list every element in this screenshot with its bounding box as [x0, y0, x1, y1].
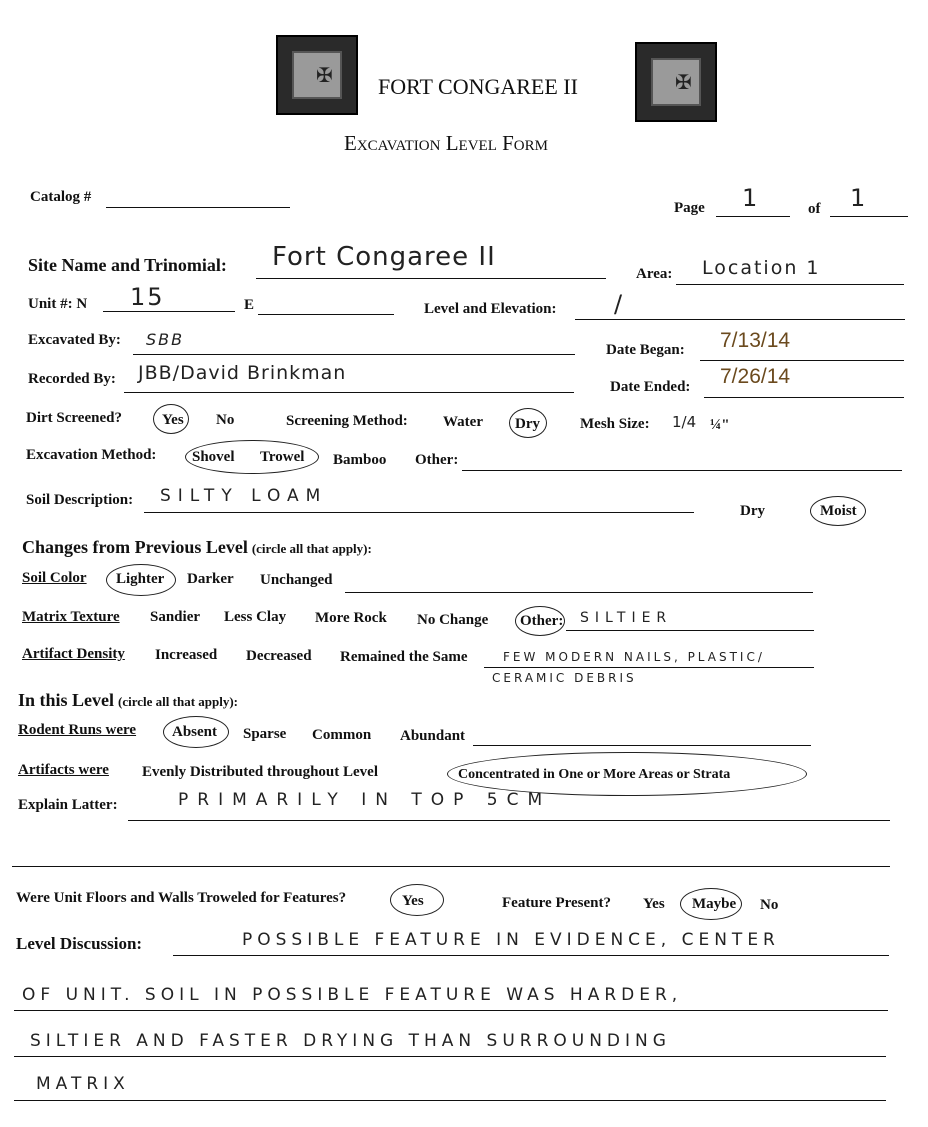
unit-e-field[interactable] [258, 314, 394, 315]
changes-heading-text: Changes from Previous Level [22, 537, 248, 557]
rodent-abundant[interactable]: Abundant [400, 728, 466, 744]
page-value: 1 [742, 184, 760, 212]
matrix-other-circle [515, 606, 565, 636]
date-ended-field[interactable] [704, 397, 904, 398]
screening-dry[interactable]: Dry [515, 416, 540, 432]
explain-label: Explain Latter: [18, 797, 118, 813]
site-field[interactable] [256, 278, 606, 279]
page-of-label: of [808, 201, 821, 217]
area-label: Area: [636, 266, 673, 282]
discussion-label: Level Discussion: [16, 934, 143, 953]
screening-method-label: Screening Method: [286, 413, 408, 429]
area-value: Location 1 [702, 257, 821, 279]
excavated-by-value: SBB [146, 330, 185, 349]
troweled-yes[interactable]: Yes [402, 893, 424, 909]
discussion-line-3: SILTIER AND FASTER DRYING THAN SURROUNDING [30, 1031, 671, 1051]
density-remained[interactable]: Remained the Same [340, 649, 468, 665]
matrix-other-field[interactable] [566, 630, 814, 631]
site-value: Fort Congaree II [272, 242, 496, 272]
discussion-line-1: POSSIBLE FEATURE IN EVIDENCE, CENTER [242, 930, 780, 950]
soil-description-label: Soil Description: [26, 492, 134, 508]
artifact-density-field[interactable] [484, 667, 814, 668]
page-of-field[interactable] [830, 216, 908, 217]
soil-dry[interactable]: Dry [740, 503, 765, 519]
matrix-less-clay[interactable]: Less Clay [224, 609, 287, 625]
discussion-field-1[interactable] [173, 955, 889, 956]
in-level-heading [18, 690, 238, 711]
rodent-absent-circle [163, 716, 229, 748]
excavation-other-field[interactable] [462, 470, 902, 471]
density-decreased[interactable]: Decreased [246, 648, 312, 664]
soil-description-field[interactable] [144, 512, 694, 513]
discussion-line-4: MATRIX [36, 1074, 130, 1094]
discussion-field-4[interactable] [14, 1100, 886, 1101]
excavation-trowel[interactable]: Trowel [260, 449, 305, 465]
changes-note: (circle all that apply): [251, 541, 372, 556]
form-subtitle: Excavation Level Form [344, 131, 548, 155]
changes-heading [22, 537, 372, 558]
date-ended-label: Date Ended: [610, 379, 691, 395]
explain-field-2[interactable] [12, 866, 890, 867]
discussion-field-2[interactable] [14, 1010, 888, 1011]
feature-maybe[interactable]: Maybe [692, 896, 737, 912]
screening-dry-circle [509, 408, 547, 438]
explain-field-1[interactable] [128, 820, 890, 821]
artifact-density-value-1: FEW MODERN NAILS, PLASTIC/ [503, 650, 765, 664]
level-field[interactable] [575, 319, 905, 320]
excavation-other-label: Other: [415, 452, 459, 468]
catalog-field[interactable] [106, 207, 290, 208]
screening-water[interactable]: Water [443, 414, 483, 430]
soil-description-value: SILTY LOAM [160, 486, 328, 506]
matrix-other-value: SILTIER [580, 610, 673, 626]
page-field[interactable] [716, 216, 790, 217]
troweled-yes-circle [390, 884, 444, 916]
site-label: Site Name and Trinomial: [28, 255, 227, 275]
area-field[interactable] [676, 284, 904, 285]
soil-color-field[interactable] [345, 592, 813, 593]
troweled-label: Were Unit Floors and Walls Troweled for Features? [16, 890, 347, 906]
dirt-screened-label: Dirt Screened? [26, 410, 122, 426]
rodent-absent[interactable]: Absent [172, 724, 218, 740]
in-level-note: (circle all that apply): [118, 694, 239, 709]
page-label: Page [674, 200, 705, 216]
rodent-common[interactable]: Common [312, 727, 372, 743]
soil-color-label: Soil Color [22, 570, 87, 586]
fort-congaree-logo-right: ✠ [635, 42, 717, 122]
soil-color-unchanged[interactable]: Unchanged [260, 572, 333, 588]
rodent-sparse[interactable]: Sparse [243, 726, 287, 742]
dirt-screened-no[interactable]: No [216, 412, 235, 428]
matrix-other-label[interactable]: Other: [520, 613, 564, 629]
excavation-shovel[interactable]: Shovel [192, 449, 235, 465]
level-label: Level and Elevation: [424, 301, 557, 317]
discussion-line-2: OF UNIT. SOIL IN POSSIBLE FEATURE WAS HARDER, [22, 985, 683, 1005]
in-level-heading-text: In this Level [18, 690, 115, 710]
feature-present-label: Feature Present? [502, 895, 611, 911]
date-began-value: 7/13/14 [720, 329, 791, 352]
excavation-method-label: Excavation Method: [26, 447, 157, 463]
date-began-label: Date Began: [606, 342, 685, 358]
matrix-more-rock[interactable]: More Rock [315, 610, 387, 626]
explain-value: PRIMARILY IN TOP 5CM [178, 790, 552, 810]
excavation-method-circle [185, 440, 319, 474]
level-value: / [614, 290, 625, 318]
mesh-size-unit: ¼" [710, 417, 730, 433]
discussion-field-3[interactable] [14, 1056, 886, 1057]
page-of-value: 1 [850, 184, 868, 212]
recorded-by-value: JBB/David Brinkman [138, 362, 347, 384]
matrix-sandier[interactable]: Sandier [150, 609, 201, 625]
density-increased[interactable]: Increased [155, 647, 218, 663]
date-ended-value: 7/26/14 [720, 365, 791, 388]
date-began-field[interactable] [700, 360, 904, 361]
soil-color-lighter[interactable]: Lighter [116, 571, 165, 587]
rodent-runs-field[interactable] [473, 745, 811, 746]
feature-yes[interactable]: Yes [643, 896, 665, 912]
soil-moist[interactable]: Moist [820, 503, 857, 519]
dirt-screened-yes[interactable]: Yes [162, 412, 184, 428]
soil-moist-circle [810, 496, 866, 526]
unit-n-value: 15 [130, 283, 165, 311]
rodent-runs-label: Rodent Runs were [18, 722, 137, 738]
artifacts-concentrated[interactable]: Concentrated in One or More Areas or Strata [458, 767, 731, 782]
excavation-bamboo[interactable]: Bamboo [333, 452, 387, 468]
excavated-by-field[interactable] [133, 354, 575, 355]
form-title: FORT CONGAREE II [378, 74, 578, 99]
unit-n-field[interactable] [103, 311, 235, 312]
recorded-by-label: Recorded By: [28, 371, 116, 387]
artifact-density-label: Artifact Density [22, 646, 125, 662]
unit-e-label: E [244, 297, 255, 313]
mesh-size-value: 1/4 [672, 413, 697, 431]
feature-maybe-circle [680, 888, 742, 920]
artifacts-were-label: Artifacts were [18, 762, 109, 778]
excavated-by-label: Excavated By: [28, 332, 121, 348]
fort-congaree-logo-left: ✠ [276, 35, 358, 115]
recorded-by-field[interactable] [124, 392, 574, 393]
matrix-no-change[interactable]: No Change [417, 612, 489, 628]
mesh-size-label: Mesh Size: [580, 416, 650, 432]
catalog-label: Catalog # [30, 189, 92, 205]
matrix-texture-label: Matrix Texture [22, 609, 120, 625]
artifacts-evenly[interactable]: Evenly Distributed throughout Level [142, 764, 378, 780]
soil-color-darker[interactable]: Darker [187, 571, 234, 587]
dirt-screened-yes-circle [153, 404, 189, 434]
artifact-density-value-2: CERAMIC DEBRIS [492, 671, 637, 685]
unit-n-label: Unit #: N [28, 296, 88, 312]
feature-no[interactable]: No [760, 897, 779, 913]
soil-color-lighter-circle [106, 564, 176, 596]
